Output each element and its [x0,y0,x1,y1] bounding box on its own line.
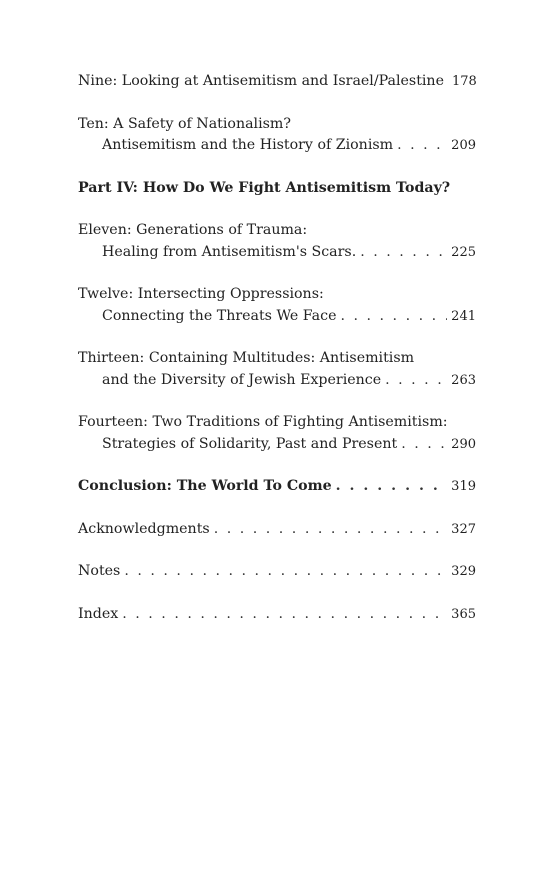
toc-page-number: 263 [451,372,476,388]
toc-entry-title: Eleven: Generations of Trauma: [78,222,308,238]
toc-entry-ten[interactable] [78,114,476,157]
toc-entry-subtitle: Connecting the Threats We Face [102,307,337,324]
toc-entry-notes[interactable] [78,561,476,583]
dot-leader [397,135,447,157]
toc-entry-title: Ten: A Safety of Nationalism? [78,115,291,132]
toc-page-number: 225 [451,244,476,260]
toc-entry-title: Conclusion: The World To Come [78,478,332,494]
toc-entry-title: Notes [78,563,121,579]
toc-part-title: Part IV: How Do We Fight Antisemitism Today? [78,179,451,196]
dot-leader [360,242,447,264]
toc-page-number: 329 [451,564,476,579]
dot-leader [401,434,447,456]
dot-leader [336,476,448,498]
toc-page-number: 365 [451,606,476,622]
toc-entry-thirteen[interactable] [78,348,476,391]
toc-page-number: 178 [451,74,477,89]
dot-leader [385,370,447,392]
toc-page-number: 327 [451,521,476,537]
toc-page-number: 290 [451,436,476,452]
toc-entry-index[interactable] [78,604,476,626]
dot-leader [214,519,447,541]
dot-leader [122,604,447,626]
toc-entry-subtitle: and the Diversity of Jewish Experience [102,371,382,388]
toc-entry-title: Thirteen: Containing Multitudes: Antisemitism [78,350,415,366]
toc-entry-conclusion[interactable] [78,476,476,498]
toc-page-number: 319 [451,479,476,494]
toc-entry-title: Index [78,605,119,622]
toc-entry-subtitle: Strategies of Solidarity, Past and Present [102,435,398,452]
toc-part-heading[interactable] [78,178,476,200]
toc-page-number: 209 [451,138,476,153]
dot-leader [340,306,447,328]
dot-leader [124,561,447,583]
toc-page-number: 241 [451,308,476,324]
toc-entry-nine[interactable] [78,71,476,93]
toc-entry-eleven[interactable] [78,220,476,263]
toc-entry-title: Fourteen: Two Traditions of Fighting Antisemitism: [78,414,448,430]
toc-entry-twelve[interactable] [78,284,476,327]
toc-entry-subtitle: Healing from Antisemitism's Scars. [102,243,357,260]
toc-entry-title: Twelve: Intersecting Oppressions: [78,286,324,302]
toc-entry-title: Acknowledgments [78,520,210,537]
toc-entry-title: Nine: Looking at Antisemitism and Israel/Palestine [78,73,444,89]
table-of-contents [78,71,476,646]
toc-entry-subtitle: Antisemitism and the History of Zionism [102,137,394,153]
toc-entry-acknowledgments[interactable] [78,519,476,541]
toc-entry-fourteen[interactable] [78,412,476,455]
